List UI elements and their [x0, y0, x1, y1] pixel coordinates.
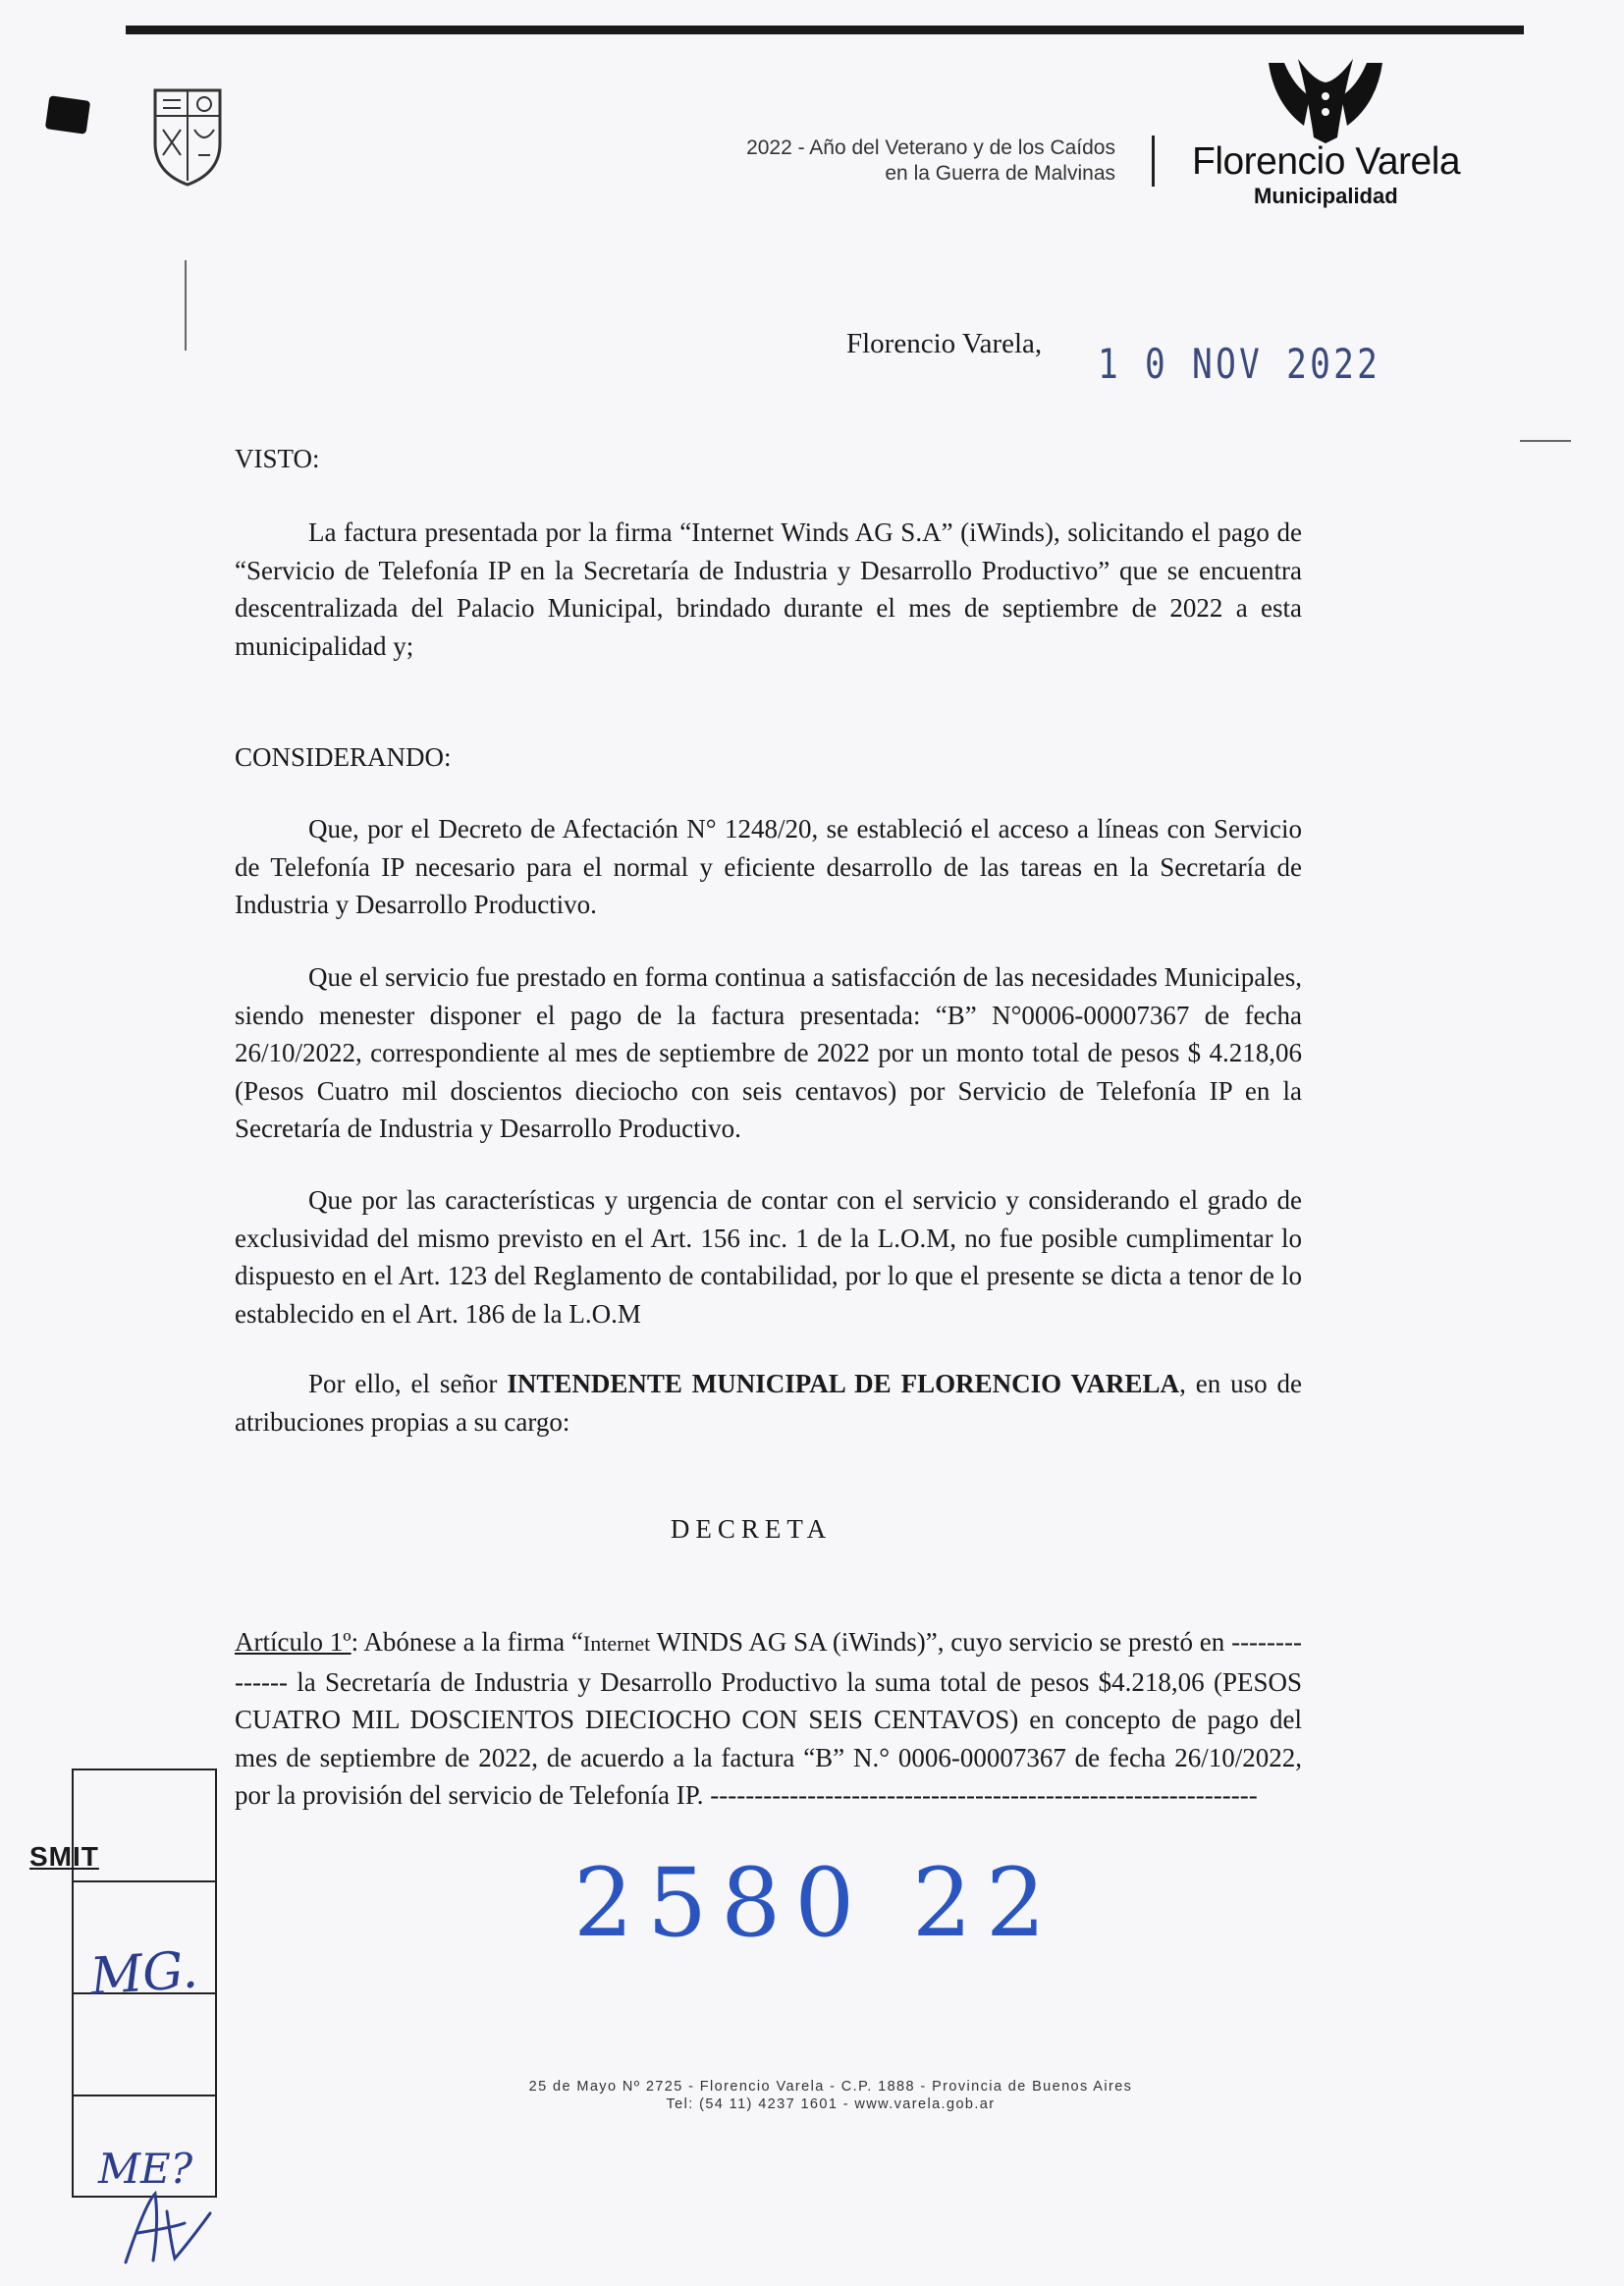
articulo-1-firm-small: Internet — [582, 1631, 651, 1656]
margin-mark — [185, 260, 187, 351]
visto-paragraph — [235, 514, 1302, 665]
considerando-text-3: Que por las características y urgencia de contar con el servicio y considerando el grado de exclusividad del mismo previsto en el Art. 156 inc. 1 de la L.O.M, no fue posible cumplimentar lo dispuesto en el Art. 123 del Reglamento de contabilidad, por lo que el presente se dicta a tenor de lo establecido en el Art. 186 de la L.O.M — [235, 1185, 1302, 1329]
considerando-paragraph-1 — [235, 810, 1302, 924]
considerando-paragraph-2 — [235, 958, 1302, 1148]
intendente-title: INTENDENTE MUNICIPAL DE FLORENCIO VARELA — [507, 1369, 1180, 1398]
decree-number-stamp: 2580 22 — [573, 1848, 1059, 1958]
articulo-1-label: Artículo 1º — [235, 1627, 352, 1657]
dateline-place: Florencio Varela, — [846, 328, 1043, 359]
margin-dash — [1520, 440, 1571, 442]
articulo-1-text-b: WINDS AG SA (iWinds)”, cuyo servicio se prestó en — [650, 1627, 1225, 1657]
articulo-1-trailing-dashes: -------------------------------------------------------------- — [703, 1780, 1258, 1810]
routing-box-row — [74, 1880, 215, 1882]
footer-line-2: Tel: (54 11) 4237 1601 - www.varela.gob.ar — [666, 2096, 996, 2112]
considerando-text-1: Que, por el Decreto de Afectación N° 1248/20, se estableció el acceso a líneas con Servicio de Telefonía IP necesario para el normal y eficiente desarrollo de las tareas en la Secretaría de Industria y Desarrollo Productivo. — [235, 814, 1302, 919]
articulo-1-dashes: -------------- — [235, 1627, 1303, 1697]
year-motto — [746, 136, 1115, 187]
considerando-text-2: Que el servicio fue prestado en forma continua a satisfacción de las necesidades Municipales, siendo menester disponer el pago de la factura presentada: “B” N°0006-00007367 de fecha 26/10/2022, correspondiente al mes de septiembre de 2022 por un monto total de pesos $ 4.218,06 (Pesos Cuatro mil doscientos dieciocho con seis centavos) por Servicio de Telefonía IP en la Secretaría de Industria y Desarrollo Productivo. — [235, 962, 1302, 1143]
brand-name: Florencio Varela — [1192, 140, 1461, 183]
footer-address — [389, 2078, 1272, 2113]
motto-line-1: 2022 - Año del Veterano y de los Caídos — [746, 136, 1115, 159]
florencio-varela-logo-icon — [1265, 57, 1386, 145]
footer-line-1: 25 de Mayo Nº 2725 - Florencio Varela - C.P. 1888 - Provincia de Buenos Aires — [528, 2079, 1133, 2095]
brand-subtitle: Municipalidad — [1254, 184, 1398, 208]
considerando-paragraph-4 — [235, 1365, 1302, 1441]
considerando-paragraph-3 — [235, 1181, 1302, 1333]
considerando-text-4a: Por ello, el señor — [308, 1369, 498, 1398]
municipal-crest-icon — [149, 86, 226, 189]
handwritten-initials-1: MG. — [88, 1940, 200, 2007]
date-stamp: 1 0 NOV 2022 — [1098, 340, 1381, 388]
signature-icon — [116, 2184, 224, 2272]
visto-label: VISTO: — [235, 444, 320, 473]
handwritten-initials-2: ME? — [98, 2145, 193, 2193]
motto-line-2: en la Guerra de Malvinas — [885, 162, 1115, 185]
decreta-heading: DECRETA — [670, 1514, 833, 1544]
considerando-text-4b: , en uso de atribuciones propias a su cargo: — [235, 1369, 1302, 1437]
articulo-1-text-a: : Abónese a la firma “ — [351, 1627, 583, 1657]
top-rule — [126, 26, 1524, 34]
considerando-label: CONSIDERANDO: — [235, 742, 452, 772]
header-divider — [1152, 136, 1155, 187]
routing-box-row — [74, 2095, 215, 2096]
routing-office-label: SMIT — [29, 1841, 99, 1872]
scan-corner-mark — [45, 95, 90, 135]
visto-text: La factura presentada por la firma “Internet Winds AG S.A” (iWinds), solicitando el pago de “Servicio de Telefonía IP en la Secretaría de Industria y Desarrollo Productivo” que se encuentra descentralizada del Palacio Municipal, brindado durante el mes de septiembre de 2022 a esta municipalidad y; — [235, 517, 1302, 661]
articulo-1-paragraph — [235, 1623, 1302, 1815]
articulo-1-text-c: la Secretaría de Industria y Desarrollo Productivo la suma total de pesos $4.218,06 (PESOS CUATRO MIL DOSCIENTOS DIECIOCHO CON SEIS CENTAVOS) en concepto de pago del mes de septiembre de 2022, de acuerdo a la factura “B” N.° 0006-00007367 de fecha 26/10/2022, por la provisión del servicio de Telefonía IP. — [235, 1666, 1302, 1810]
